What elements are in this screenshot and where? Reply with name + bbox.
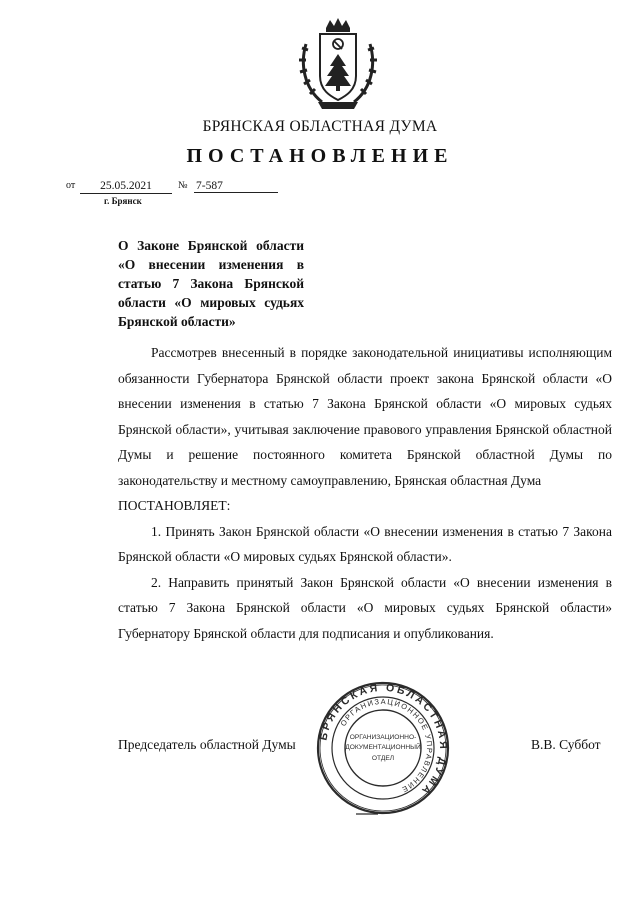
document-body — [118, 340, 612, 646]
svg-text:БРЯНСКАЯ ОБЛАСТНАЯ ДУМА: БРЯНСКАЯ ОБЛАСТНАЯ ДУМА — [317, 681, 450, 799]
seal-center-line: ОТДЕЛ — [371, 755, 395, 762]
city-label: г. Брянск — [104, 196, 142, 206]
organization-name: БРЯНСКАЯ ОБЛАСТНАЯ ДУМА — [202, 118, 438, 135]
official-seal-icon — [316, 681, 450, 815]
seal-center-line: ДОКУМЕНТАЦИОННЫЙ — [345, 744, 421, 751]
document-subject: О Законе Брянской области «О внесении изменения в статью 7 Закона Брянской области «О мировых судьях Брянской области» — [118, 238, 304, 329]
ink-mark-icon — [356, 812, 378, 816]
resolves-heading: ПОСТАНОВЛЯЕТ: — [118, 498, 231, 513]
resolution-item: 1. Принять Закон Брянской области «О внесении изменения в статью 7 Закона Брянской области «О мировых судьях Брянской области». — [118, 523, 612, 564]
intro-paragraph: Рассмотрев внесенный в порядке законодательной инициативы исполняющим обязанности Губернатора Брянской области проект закона Брянской области «О внесении изменения в статью 7 Закона Брянской области «О мировых судьях Брянской области», учитывая заключение правового управления Брянской областной Думы и решение постоянного комитета Брянской областной Думы по законодательству и местному самоуправлению, Брянская областная Дума — [118, 345, 612, 488]
signatory-name: В.В. Суббот — [531, 737, 601, 752]
bryansk-coat-of-arms-icon — [296, 14, 380, 114]
document-type-title: ПОСТАНОВЛЕНИЕ — [186, 145, 454, 167]
document-date: 25.05.2021 — [80, 180, 172, 194]
svg-text:ОРГАНИЗАЦИОННОЕ УПРАВЛЕНИЕ: ОРГАНИЗАЦИОННОЕ УПРАВЛЕНИЕ — [338, 696, 435, 795]
resolution-item: 2. Направить принятый Закон Брянской области «О внесении изменения в статью 7 Закона Брянской области «О мировых судьях Брянской области» Губернатору Брянской области для подписания и опубликования. — [118, 574, 612, 641]
signatory-title: Председатель областной Думы — [118, 737, 296, 752]
seal-center-line: ОРГАНИЗАЦИОННО- — [349, 734, 417, 741]
document-number: 7-587 — [194, 180, 278, 193]
number-prefix: № — [178, 180, 188, 191]
date-prefix: от — [66, 180, 76, 191]
